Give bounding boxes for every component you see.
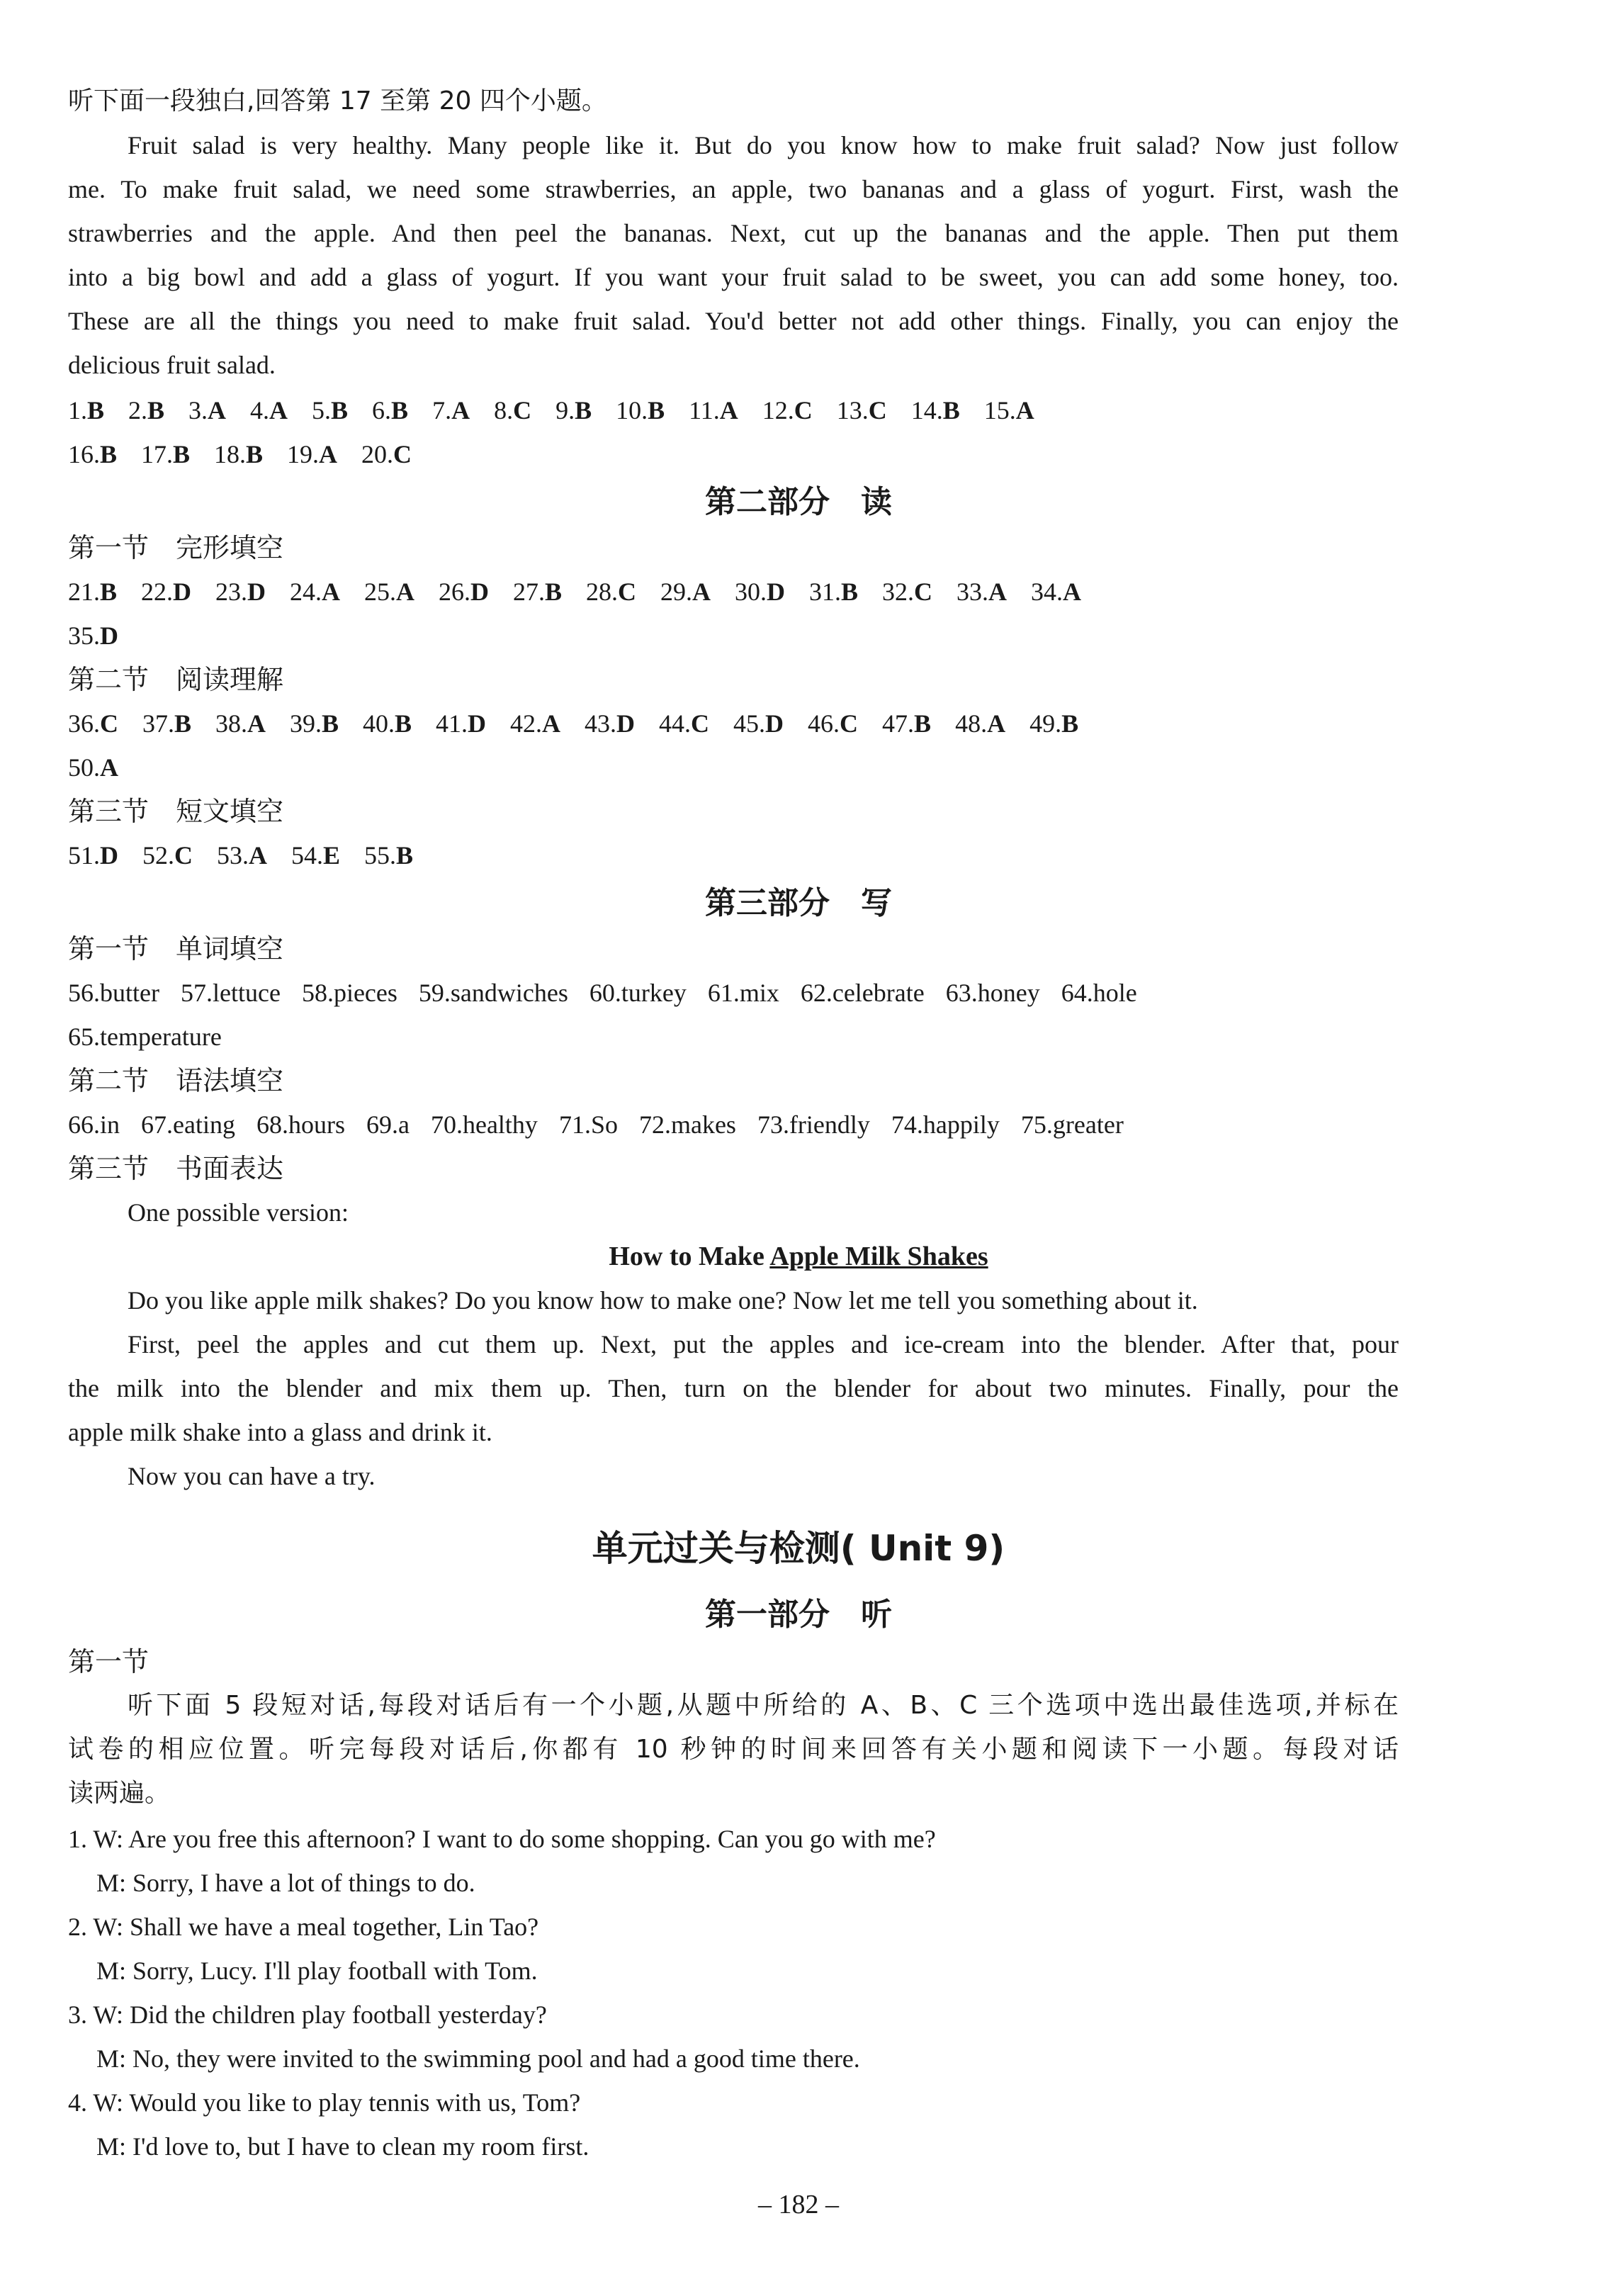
answer-value: honey [977, 979, 1040, 1007]
answer-value: A [208, 396, 227, 424]
one-possible-version: One possible version: [128, 1198, 349, 1227]
answer-number: 68. [256, 1110, 288, 1139]
answer-item [808, 702, 858, 745]
answer-number: 75. [1020, 1110, 1053, 1139]
answer-item [882, 570, 932, 614]
answer-item [141, 432, 190, 476]
answer-number: 5. [312, 396, 332, 424]
answer-item [733, 702, 784, 745]
answer-number: 39. [290, 709, 322, 738]
answer-number: 56. [68, 979, 100, 1007]
answer-value: A [247, 709, 266, 738]
part1-title: 第一部分 听 [705, 1597, 892, 1633]
essay-line: Do you like apple milk shakes? Do you know how to make one? Now let me tell you something about it. [128, 1286, 1198, 1315]
answer-number: 40. [363, 709, 395, 738]
answer-value: B [1061, 709, 1079, 738]
answer-item [142, 833, 193, 877]
answers-listening-row2 [68, 432, 436, 476]
answer-number: 32. [882, 578, 915, 606]
monologue-line: into a big bowl and add a glass of yogurt. If you want your fruit salad to be sweet, you can add some honey, too. [68, 263, 1399, 291]
answer-item [559, 1103, 618, 1147]
answer-value: B [147, 396, 165, 424]
answer-number: 67. [141, 1110, 174, 1139]
answer-item [762, 388, 813, 432]
answer-number: 53. [217, 841, 249, 870]
answer-number: 17. [141, 440, 174, 468]
answer-value: A [1015, 396, 1034, 424]
answers-word-fill-row2 [68, 1015, 243, 1059]
answer-number: 23. [215, 578, 248, 606]
answer-item [290, 570, 340, 614]
answer-value: A [987, 709, 1006, 738]
answer-value: A [269, 396, 288, 424]
answer-item [659, 702, 709, 745]
answer-number: 58. [301, 979, 334, 1007]
answer-item [589, 971, 687, 1015]
answer-number: 47. [882, 709, 915, 738]
answer-value: makes [670, 1110, 736, 1139]
answer-number: 13. [836, 396, 869, 424]
answer-value: E [323, 841, 341, 870]
answer-number: 20. [361, 440, 394, 468]
answer-item [757, 1103, 870, 1147]
answer-item [1029, 702, 1078, 745]
dialogue-w: 3. W: Did the children play football yesterday? [68, 2000, 547, 2029]
answer-value: B [545, 578, 563, 606]
answer-number: 30. [735, 578, 767, 606]
instruction-line: 读两遍。 [68, 1779, 171, 1808]
answer-value: D [767, 578, 786, 606]
answer-value: in [100, 1110, 120, 1139]
answer-value: sandwiches [450, 979, 568, 1007]
answer-value: C [100, 709, 118, 738]
answer-item [364, 833, 413, 877]
answer-number: 69. [366, 1110, 398, 1139]
section-grammar-fill: 第二节 语法填空 [68, 1065, 284, 1096]
answer-item [911, 388, 960, 432]
answer-number: 7. [432, 396, 452, 424]
answer-value: A [542, 709, 561, 738]
dialogue-m: M: Sorry, Lucy. I'll play football with Tom. [96, 1957, 538, 1985]
answer-item [217, 833, 267, 877]
answer-value: C [618, 578, 637, 606]
answer-value: C [914, 578, 933, 606]
answer-number: 14. [910, 396, 943, 424]
monologue-line: delicious fruit salad. [68, 351, 276, 379]
answer-number: 50. [68, 753, 100, 782]
answer-number: 4. [250, 396, 270, 424]
answer-value: A [988, 578, 1008, 606]
listening-intro: 听下面一段独白,回答第 17 至第 20 四个小题。 [68, 86, 607, 116]
answer-item [639, 1103, 736, 1147]
answer-value: happily [922, 1110, 1000, 1139]
answer-item [837, 388, 887, 432]
part3-title: 第三部分 写 [705, 885, 892, 921]
answer-item [68, 614, 118, 658]
answer-number: 44. [659, 709, 692, 738]
answer-value: C [513, 396, 532, 424]
answer-number: 33. [956, 578, 989, 606]
answer-number: 29. [660, 578, 693, 606]
answer-value: celebrate [832, 979, 925, 1007]
answer-value: So [590, 1110, 618, 1139]
answer-item [256, 1103, 345, 1147]
answer-item [708, 971, 779, 1015]
instruction-line: 听下面 5 段短对话,每段对话后有一个小题,从题中所给的 A、B、C 三个选项中选出最佳选项,并标在 [128, 1691, 1399, 1720]
answer-number: 62. [800, 979, 833, 1007]
answer-value: A [396, 578, 415, 606]
answer-number: 10. [616, 396, 648, 424]
answer-value: B [246, 440, 264, 468]
answer-number: 54. [291, 841, 323, 870]
answer-item [1061, 971, 1137, 1015]
answer-number: 46. [808, 709, 840, 738]
answer-value: D [468, 709, 487, 738]
answers-grammar-fill [68, 1103, 1145, 1147]
answer-item [291, 833, 340, 877]
answer-item [142, 702, 191, 745]
answer-item [419, 971, 568, 1015]
answer-value: greater [1052, 1110, 1124, 1139]
answer-item [513, 570, 562, 614]
answer-item [68, 388, 104, 432]
answer-item [361, 432, 412, 476]
answer-number: 34. [1031, 578, 1063, 606]
answer-number: 42. [510, 709, 543, 738]
essay-line: Now you can have a try. [128, 1462, 376, 1490]
answer-number: 66. [68, 1110, 100, 1139]
answer-value: pieces [333, 979, 397, 1007]
answer-value: a [397, 1110, 410, 1139]
answer-value: B [914, 709, 932, 738]
answer-item [141, 1103, 235, 1147]
answer-item [366, 1103, 410, 1147]
answer-value: C [840, 709, 859, 738]
answer-item [215, 702, 266, 745]
answer-number: 27. [513, 578, 546, 606]
answer-item [364, 570, 414, 614]
answer-value: A [692, 578, 711, 606]
unit-title: 单元过关与检测( Unit 9) [592, 1528, 1005, 1569]
answer-value: D [100, 621, 118, 650]
answer-value: B [841, 578, 859, 606]
answer-item [946, 971, 1040, 1015]
answer-number: 65. [68, 1023, 100, 1051]
answer-number: 71. [558, 1110, 591, 1139]
answer-number: 52. [142, 841, 174, 870]
answer-item [363, 702, 412, 745]
answer-number: 74. [891, 1110, 923, 1139]
answer-item [616, 388, 665, 432]
answer-number: 24. [290, 578, 322, 606]
answer-number: 61. [707, 979, 740, 1007]
answer-number: 18. [214, 440, 247, 468]
answer-value: C [868, 396, 887, 424]
answer-item [586, 570, 636, 614]
answer-number: 8. [494, 396, 514, 424]
answer-number: 16. [68, 440, 100, 468]
answer-item [436, 702, 486, 745]
page-number: – 182 – [758, 2190, 839, 2219]
answer-value: B [942, 396, 960, 424]
essay-line: apple milk shake into a glass and drink it. [68, 1418, 492, 1446]
instruction-line: 试卷的相应位置。听完每段对话后,你都有 10 秒钟的时间来回答有关小题和阅读下一小题。每段对话 [68, 1735, 1399, 1764]
answer-number: 36. [68, 709, 100, 738]
answer-item [68, 570, 117, 614]
section-short-passage: 第三节 短文填空 [68, 796, 284, 827]
answer-value: B [648, 396, 665, 424]
answer-value: B [575, 396, 592, 424]
answer-number: 6. [372, 396, 392, 424]
answer-item [735, 570, 785, 614]
answer-item [68, 432, 117, 476]
answer-value: B [100, 440, 118, 468]
answer-item [660, 570, 711, 614]
dialogue-w: 4. W: Would you like to play tennis with us, Tom? [68, 2088, 581, 2117]
answer-item [68, 833, 118, 877]
section-cloze: 第一节 完形填空 [68, 532, 284, 563]
answer-value: B [391, 396, 409, 424]
part2-title: 第二部分 读 [705, 484, 892, 520]
answer-item [128, 388, 164, 432]
answer-value: turkey [621, 979, 687, 1007]
answer-value: B [174, 709, 192, 738]
answer-item [956, 570, 1007, 614]
answer-value: D [470, 578, 490, 606]
answer-item [214, 432, 263, 476]
answer-number: 2. [128, 396, 148, 424]
answer-number: 9. [555, 396, 575, 424]
essay-title [0, 1234, 1597, 1278]
essay-title-prefix: How to Make [609, 1242, 770, 1271]
answer-number: 41. [436, 709, 468, 738]
answer-number: 64. [1061, 979, 1093, 1007]
answer-value: A [1063, 578, 1082, 606]
answer-item [555, 388, 592, 432]
answer-value: B [395, 709, 412, 738]
answer-value: B [396, 841, 414, 870]
answer-number: 57. [180, 979, 213, 1007]
answer-number: 22. [141, 578, 174, 606]
answer-number: 11. [689, 396, 720, 424]
dialogue-w: 1. W: Are you free this afternoon? I want to do some shopping. Can you go with me? [68, 1825, 936, 1853]
answer-number: 28. [586, 578, 619, 606]
answer-item [287, 432, 337, 476]
answer-number: 45. [733, 709, 766, 738]
answer-value: A [319, 440, 338, 468]
monologue-line: strawberries and the apple. And then peel the bananas. Next, cut up the bananas and the apple. Then put them [68, 219, 1399, 247]
answer-number: 60. [589, 979, 621, 1007]
answer-value: temperature [100, 1023, 222, 1051]
answers-cloze-row1 [68, 570, 1105, 614]
answer-value: C [794, 396, 813, 424]
answer-item [372, 388, 408, 432]
answer-number: 43. [585, 709, 617, 738]
answer-item [891, 1103, 1000, 1147]
answer-item [432, 388, 470, 432]
monologue-line: Fruit salad is very healthy. Many people like it. But do you know how to make fruit salad? Now just follow [128, 131, 1399, 159]
answer-number: 21. [68, 578, 100, 606]
answer-number: 55. [364, 841, 397, 870]
answer-value: mix [739, 979, 779, 1007]
answer-item [250, 388, 288, 432]
answer-item [809, 570, 858, 614]
answer-value: A [719, 396, 738, 424]
answer-number: 12. [762, 396, 794, 424]
answer-number: 72. [638, 1110, 671, 1139]
answer-number: 19. [287, 440, 320, 468]
answer-value: A [100, 753, 118, 782]
answer-number: 73. [757, 1110, 789, 1139]
essay-line: the milk into the blender and mix them up. Then, turn on the blender for about two minutes. Finally, pour the [68, 1374, 1399, 1402]
answer-item [68, 745, 118, 789]
answer-item [68, 1015, 222, 1059]
answers-listening-row1 [68, 388, 1059, 432]
answer-value: B [322, 709, 339, 738]
answer-number: 3. [188, 396, 208, 424]
answer-number: 1. [68, 396, 87, 424]
answer-value: D [765, 709, 784, 738]
answer-value: D [616, 709, 636, 738]
answer-item [141, 570, 191, 614]
answer-item [439, 570, 489, 614]
answer-item [68, 1103, 120, 1147]
answer-number: 51. [68, 841, 100, 870]
answers-reading-row2 [68, 745, 142, 789]
answer-value: B [331, 396, 349, 424]
section-writing: 第三节 书面表达 [68, 1153, 284, 1184]
answer-item [1021, 1103, 1124, 1147]
answer-number: 15. [983, 396, 1016, 424]
answer-value: C [691, 709, 710, 738]
answer-value: B [100, 578, 118, 606]
section-word-fill: 第一节 单词填空 [68, 933, 284, 964]
answers-short-passage [68, 833, 437, 877]
essay-title-underlined: Apple Milk Shakes [769, 1242, 988, 1271]
answer-item [188, 388, 226, 432]
monologue-line: These are all the things you need to make fruit salad. You'd better not add other things. Finally, you can enjoy the [68, 307, 1399, 335]
answer-value: C [174, 841, 193, 870]
essay-line: First, peel the apples and cut them up. Next, put the apples and ice-cream into the blender. After that, pour [128, 1330, 1399, 1358]
dialogue-m: M: I'd love to, but I have to clean my room first. [96, 2132, 589, 2161]
answers-reading-row1 [68, 702, 1102, 745]
answer-number: 37. [142, 709, 174, 738]
answer-value: C [393, 440, 412, 468]
dialogue-w: 2. W: Shall we have a meal together, Lin Tao? [68, 1913, 539, 1941]
answer-value: healthy [462, 1110, 538, 1139]
answer-value: butter [100, 979, 159, 1007]
answer-value: friendly [789, 1110, 870, 1139]
dialogue-m: M: Sorry, I have a lot of things to do. [96, 1869, 475, 1897]
answer-item [181, 971, 281, 1015]
dialogue-m: M: No, they were invited to the swimming pool and had a good time there. [96, 2044, 860, 2073]
answer-item [955, 702, 1005, 745]
answer-number: 26. [439, 578, 471, 606]
answer-number: 49. [1029, 709, 1062, 738]
answer-item [689, 388, 738, 432]
answer-item [494, 388, 531, 432]
answer-value: D [247, 578, 266, 606]
answer-number: 48. [955, 709, 988, 738]
answer-number: 31. [809, 578, 842, 606]
answer-item [215, 570, 266, 614]
answer-value: A [249, 841, 267, 870]
answer-item [510, 702, 560, 745]
answer-value: D [100, 841, 118, 870]
answer-number: 25. [364, 578, 397, 606]
answer-item [882, 702, 931, 745]
answers-cloze-row2 [68, 614, 142, 658]
answer-item [290, 702, 339, 745]
answer-item [984, 388, 1034, 432]
answer-value: B [173, 440, 191, 468]
answer-value: A [322, 578, 341, 606]
answer-item [801, 971, 925, 1015]
answer-value: lettuce [212, 979, 281, 1007]
answer-value: hole [1093, 979, 1137, 1007]
answer-item [585, 702, 635, 745]
answer-value: A [451, 396, 470, 424]
answer-value: B [87, 396, 105, 424]
answer-item [1031, 570, 1081, 614]
answer-value: hours [288, 1110, 345, 1139]
answer-value: D [173, 578, 192, 606]
answer-item [302, 971, 397, 1015]
section-1: 第一节 [68, 1646, 149, 1677]
answer-value: eating [173, 1110, 235, 1139]
answer-item [68, 971, 159, 1015]
answer-number: 70. [430, 1110, 463, 1139]
answer-number: 35. [68, 621, 100, 650]
answer-item [68, 702, 118, 745]
answer-number: 63. [945, 979, 978, 1007]
monologue-line: me. To make fruit salad, we need some strawberries, an apple, two bananas and a glass of yogurt. First, wash the [68, 175, 1399, 203]
section-reading: 第二节 阅读理解 [68, 664, 284, 695]
answer-item [312, 388, 348, 432]
answers-word-fill-row1 [68, 971, 1158, 1015]
answer-number: 38. [215, 709, 248, 738]
answer-item [431, 1103, 538, 1147]
answer-number: 59. [418, 979, 451, 1007]
